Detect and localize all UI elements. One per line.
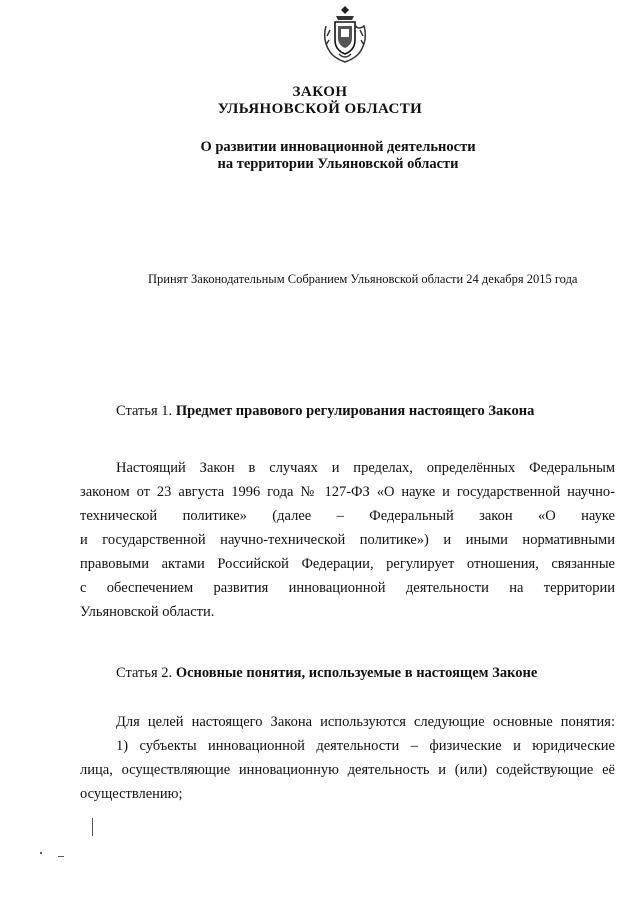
article-1-line-1: Настоящий Закон в случаях и пределах, определённых Федеральным xyxy=(116,460,615,476)
article-1-line-2: законом от 23 августа 1996 года № 127-ФЗ «О науке и государственной научно- xyxy=(80,484,615,500)
coat-of-arms-emblem-icon xyxy=(322,4,368,64)
article-2-number: Статья 2. xyxy=(116,665,173,681)
article-2-item-1-line-3: осуществлению; xyxy=(80,786,183,802)
article-2-item-1-line-2: лица, осуществляющие инновационную деятельность и (или) содействующие её xyxy=(80,762,615,778)
scan-mark xyxy=(40,852,42,854)
law-region: УЛЬЯНОВСКОЙ ОБЛАСТИ xyxy=(217,101,423,117)
article-1-title: Предмет правового регулирования настоящего Закона xyxy=(175,403,535,419)
article-2-item-1-line-1: 1) субъекты инновационной деятельности – физические и юридические xyxy=(116,738,615,754)
adoption-note: Принят Законодательным Собранием Ульяновской области 24 декабря 2015 года xyxy=(148,272,578,286)
article-1-line-7: Ульяновской области. xyxy=(80,604,215,620)
article-1-number: Статья 1. xyxy=(116,403,173,419)
article-1-heading xyxy=(116,403,534,420)
law-title-line-1: О развитии инновационной деятельности xyxy=(200,139,476,155)
law-title-line-2: на территории Ульяновской области xyxy=(217,156,459,172)
article-1-line-4: и государственной научно-технической политике») и иными нормативными xyxy=(80,532,615,548)
article-1-line-6: с обеспечением развития инновационной деятельности на территории xyxy=(80,580,615,596)
scan-mark xyxy=(92,818,93,836)
article-1-line-5: правовыми актами Российской Федерации, регулирует отношения, связанные xyxy=(80,556,615,572)
article-2-title: Основные понятия, используемые в настоящем Законе xyxy=(175,665,538,681)
scan-mark xyxy=(58,856,64,857)
article-1-line-3: технической политике» (далее – Федеральный закон «О науке xyxy=(80,508,615,524)
law-type: ЗАКОН xyxy=(292,84,348,100)
article-2-heading xyxy=(116,665,537,682)
article-2-intro: Для целей настоящего Закона используются следующие основные понятия: xyxy=(116,714,615,730)
